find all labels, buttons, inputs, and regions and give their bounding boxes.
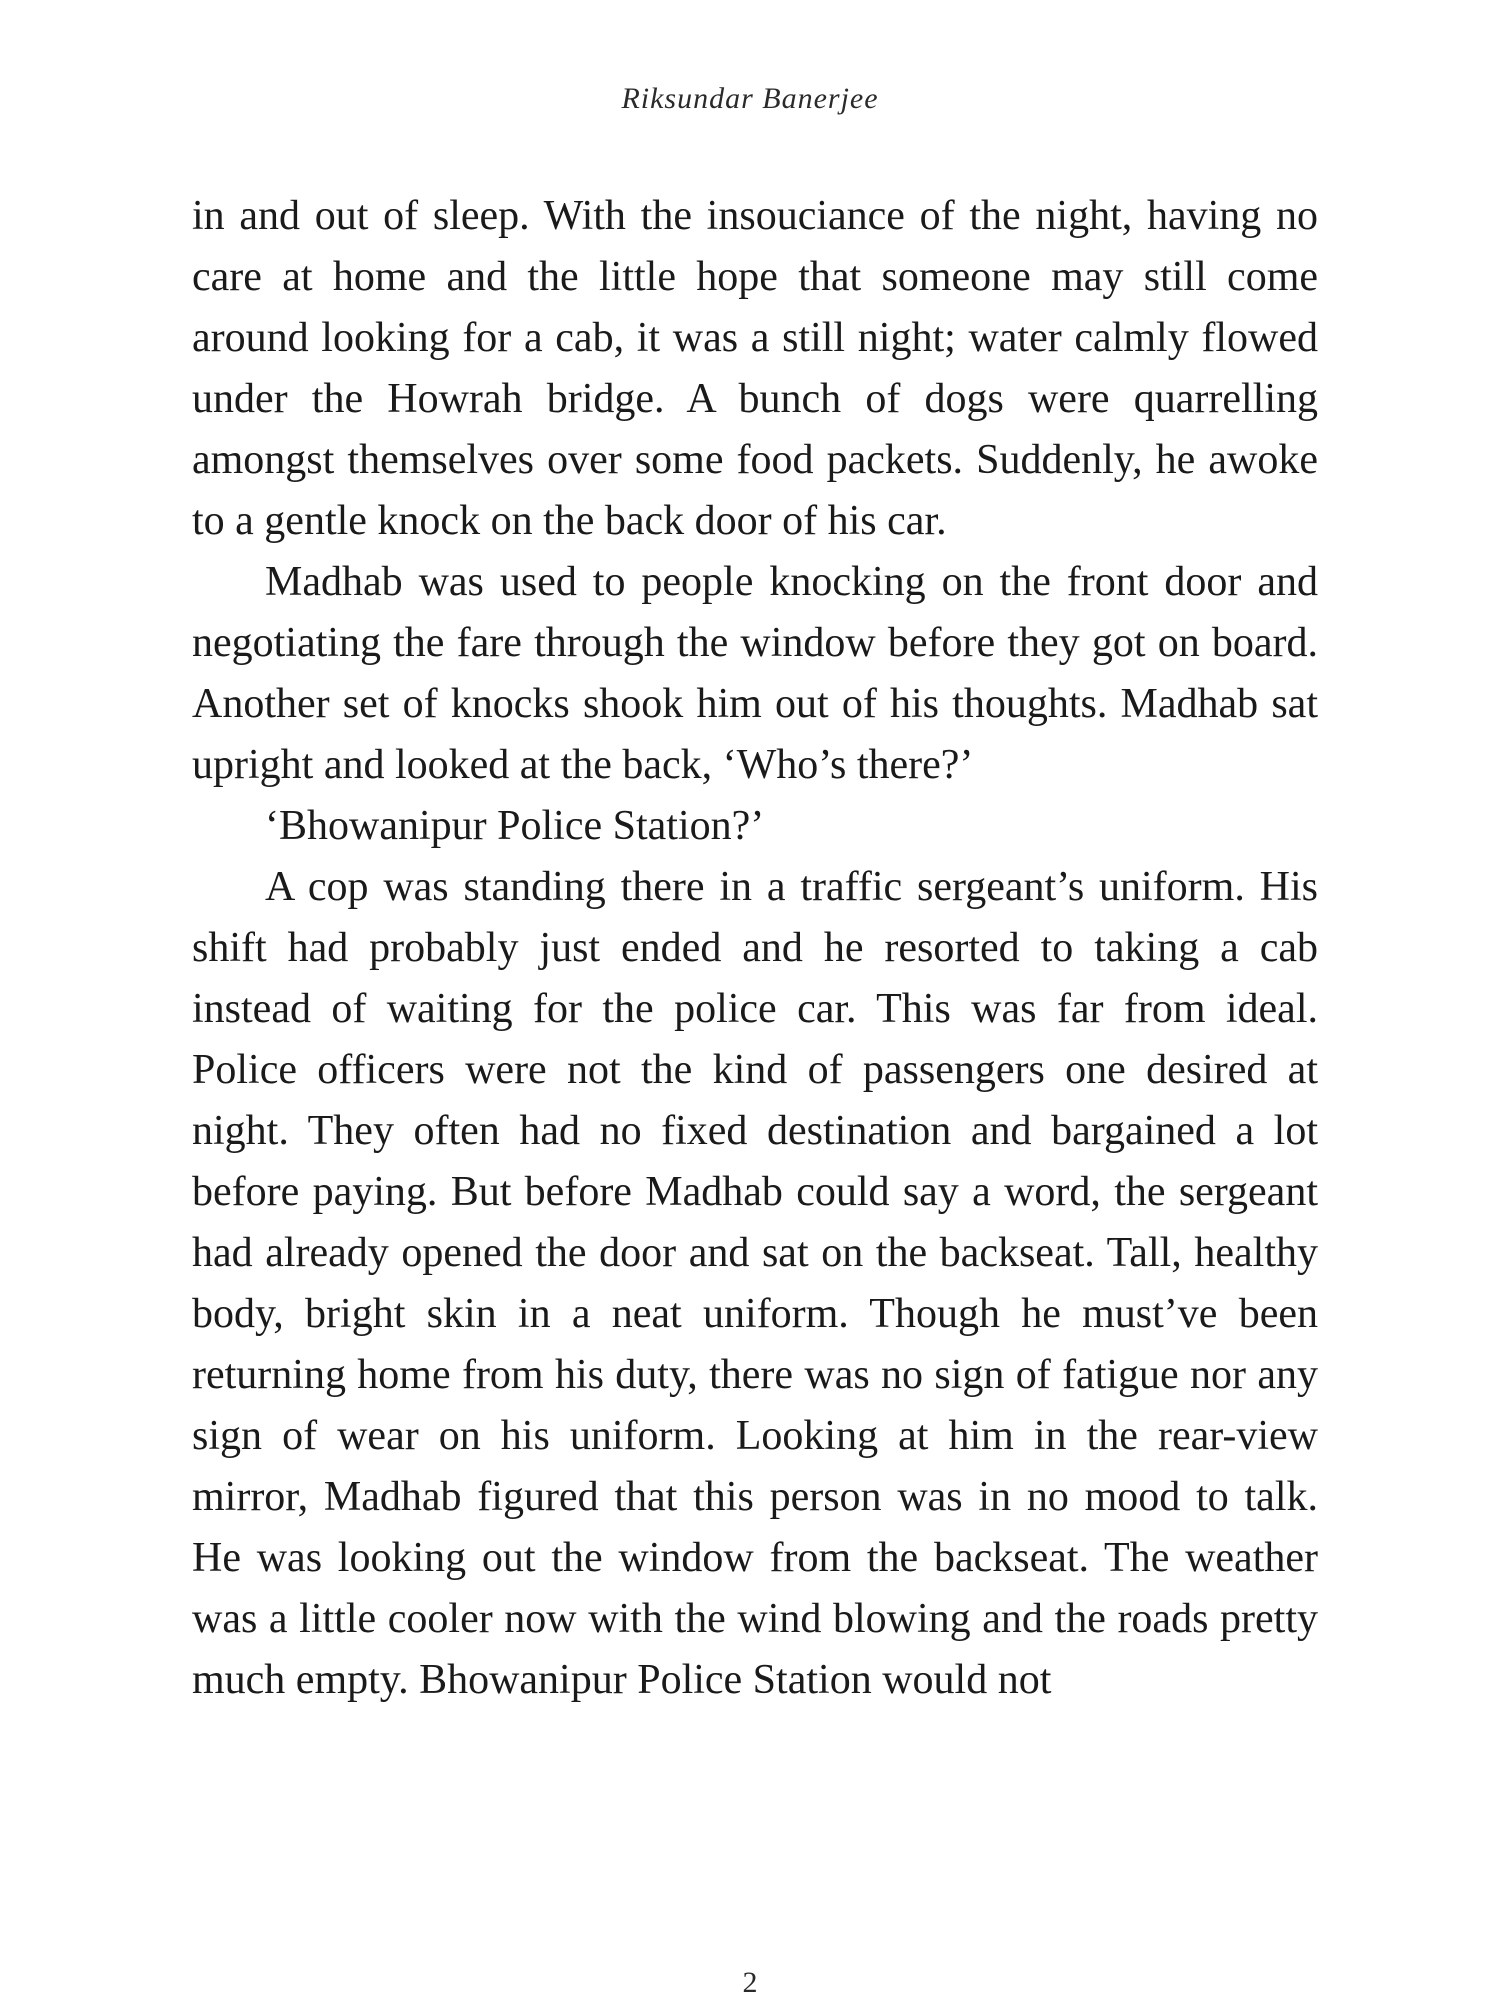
dialogue-line: ‘Bhowanipur Police Station?’ — [265, 803, 765, 849]
running-header: Riksundar Banerjee — [621, 82, 879, 115]
paragraph: in and out of sleep. With the insouciance of the night, having no care at home and the little hope that someone may still come around looking for a cab, it was a still night; water calmly flowed under the Howrah bridge. A bunch of dogs were quarrelling amongst themselves over some food packets. Suddenly, he awoke to a gentle knock on the back door of his car. — [192, 193, 1318, 544]
page-number: 2 — [742, 1966, 758, 1999]
paragraph: Madhab was used to people knocking on the front door and negotiating the fare through the window before they got on board. Another set of knocks shook him out of his thoughts. Madhab sat upright and looked at the back, ‘Who’s there?’ — [192, 559, 1318, 788]
body-text — [192, 186, 1318, 1711]
paragraph: A cop was standing there in a traffic sergeant’s uniform. His shift had probably just ended and he resorted to taking a cab instead of waiting for the police car. This was far from ideal. Police officers were not the kind of passengers one desired at night. They often had no fixed destination and bargained a lot before paying. But before Madhab could say a word, the sergeant had already opened the door and sat on the backseat. Tall, healthy body, bright skin in a neat uniform. Though he must’ve been returning home from his duty, there was no sign of fatigue nor any sign of wear on his uniform. Looking at him in the rear-view mirror, Madhab figured that this person was in no mood to talk. He was looking out the window from the backseat. The weather was a little cooler now with the wind blowing and the roads pretty much empty. Bhowanipur Police Station would not — [192, 864, 1318, 1703]
